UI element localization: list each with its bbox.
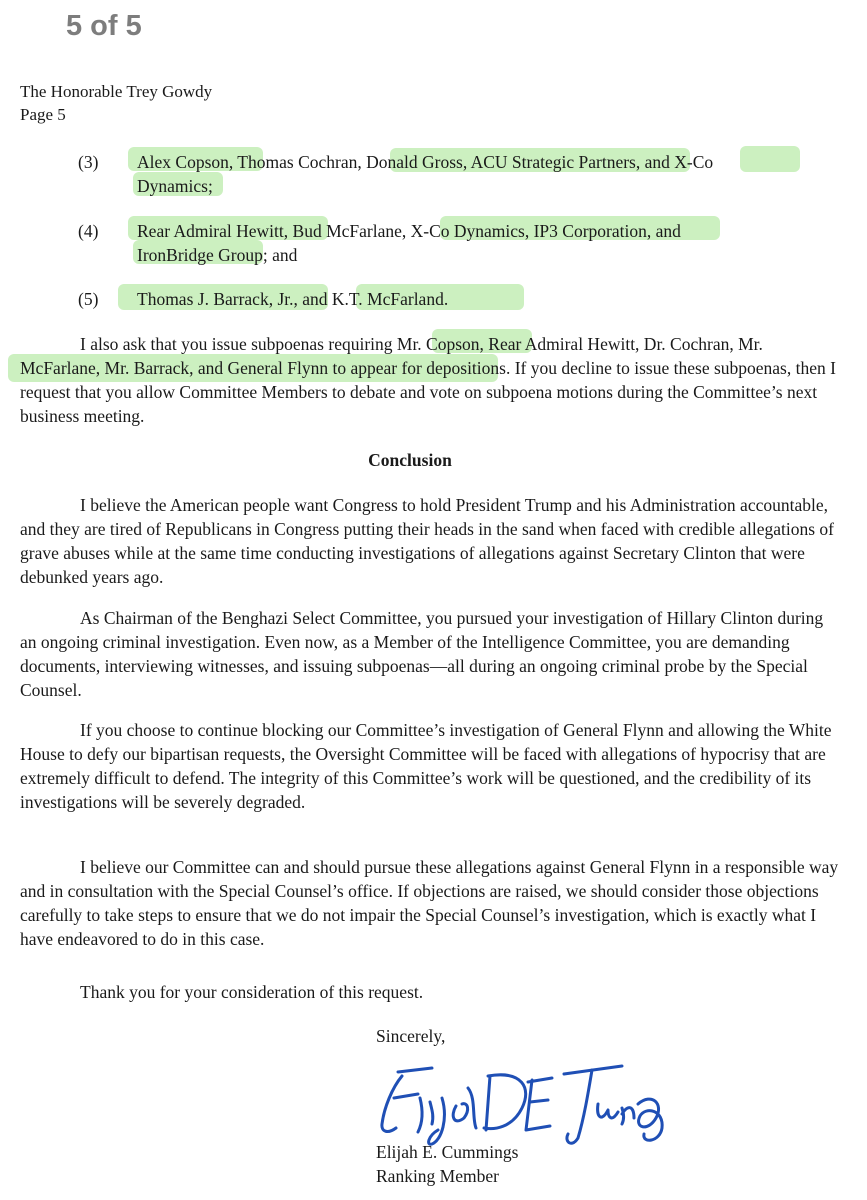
item-number: (4) [78,221,99,241]
body-paragraph: I believe our Committee can and should pursue these allegations against General Flynn in a responsible way and in consultation with the Special Counsel’s office. If objections are raised, we should consider those objections carefully to take steps to ensure that we do not impair the Special Counsel’s investigation, which is exactly what I have endeavored to do in this case. [20,857,839,949]
item-number: (5) [78,289,99,309]
item-line: Rear Admiral Hewitt, Bud McFarlane, X-Co Dynamics, IP3 Corporation, and [137,221,681,241]
list-item [0,287,867,313]
salutation: Sincerely, [376,1026,446,1046]
item-line: Alex Copson, Thomas Cochran, Donald Gross, ACU Strategic Partners, and X-Co [137,152,714,172]
recipient-line: The Honorable Trey Gowdy [20,82,213,101]
list-item [0,219,867,269]
item-line: Thomas J. Barrack, Jr., and K.T. McFarland. [137,289,449,309]
list-item [0,150,867,200]
conclusion-heading: Conclusion [368,450,452,470]
item-number: (3) [78,152,99,172]
letter-header [20,80,212,126]
item-line: IronBridge Group; and [137,245,298,265]
page-number: Page 5 [20,105,66,124]
page-counter: 5 of 5 [66,10,142,42]
signer-name: Elijah E. Cummings [376,1142,519,1162]
body-paragraph: If you choose to continue blocking our Committee’s investigation of General Flynn and allowing the White House to defy our bipartisan requests, the Oversight Committee will be faced with allegations of hypocrisy that are extremely difficult to defend. The integrity of this Committee’s work will be questioned, and the credibility of its investigations will be severely degraded. [20,720,832,812]
body-paragraph: Thank you for your consideration of this request. [80,982,424,1002]
body-paragraph: I believe the American people want Congress to hold President Trump and his Administration accountable, and they are tired of Republicans in Congress putting their heads in the sand when faced with credible allegations of grave abuses while at the same time conducting investigations of allegations against Secretary Clinton that were debunked years ago. [20,495,834,587]
signer-title: Ranking Member [376,1166,499,1186]
body-paragraph: As Chairman of the Benghazi Select Committee, you pursued your investigation of Hillary Clinton during an ongoing criminal investigation. Even now, as a Member of the Intelligence Committee, you are demanding documents, interviewing witnesses, and issuing subpoenas—all during an ongoing criminal probe by the Special Counsel. [20,608,824,700]
subpoena-paragraph: I also ask that you issue subpoenas requiring Mr. Copson, Rear Admiral Hewitt, Dr. Cochran, Mr. McFarlane, Mr. Barrack, and General Flynn to appear for depositions. If you decline to issue these subpoenas, then I request that you allow Committee Members to debate and vote on subpoena motions during the Committee’s next business meeting. [20,334,836,426]
signature-image [372,1058,672,1148]
item-line: Dynamics; [137,176,213,196]
